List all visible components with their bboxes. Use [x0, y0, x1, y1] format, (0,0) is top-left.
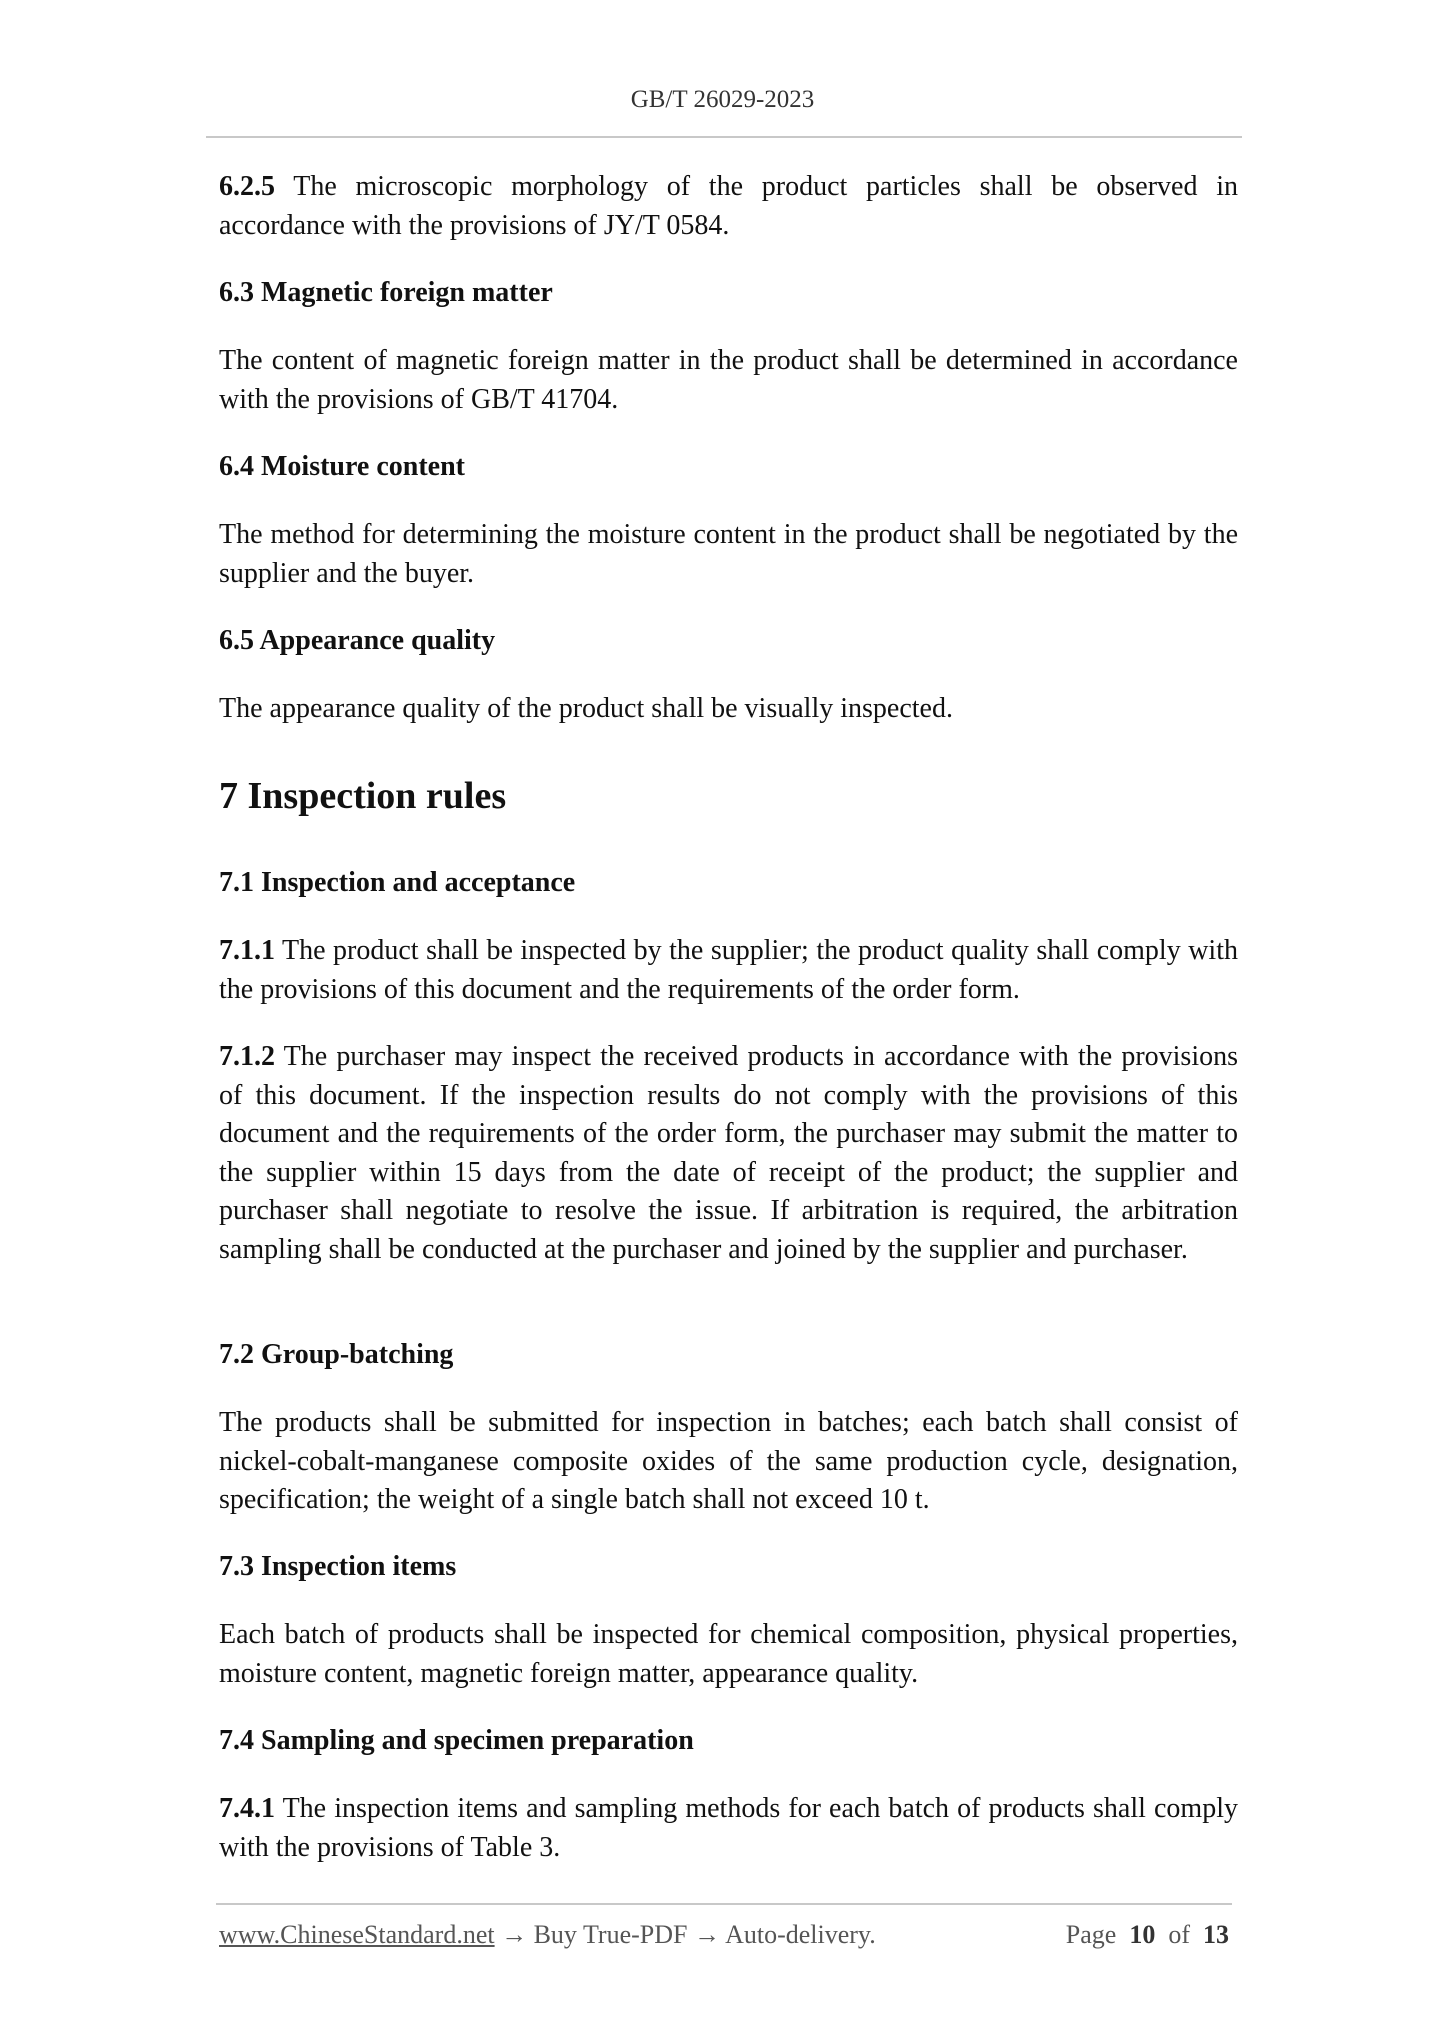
paragraph-6-4: The method for determining the moisture content in the product shall be negotiated by the supplier and the buyer. — [219, 519, 1238, 589]
paragraph-7-3: Each batch of products shall be inspected for chemical composition, physical properties, moisture content, magnetic foreign matter, appearance quality. — [219, 1619, 1238, 1689]
paragraph-6-3: The content of magnetic foreign matter in the product shall be determined in accordance with the provisions of GB/T 41704. — [219, 345, 1238, 415]
heading-7-1: 7.1 Inspection and acceptance — [219, 867, 576, 898]
clause-6-2-5 — [219, 168, 1238, 245]
clause-7-1-2 — [219, 1038, 1238, 1269]
heading-6-4: 6.4 Moisture content — [219, 451, 465, 482]
heading-6-5: 6.5 Appearance quality — [219, 625, 496, 656]
paragraph-7-2: The products shall be submitted for inspection in batches; each batch shall consist of nickel-cobalt-manganese composite oxides of the same production cycle, designation, specification; the weight of a single batch shall not exceed 10 t. — [219, 1407, 1238, 1515]
footer-rule — [216, 1903, 1232, 1905]
clause-number: 7.1.2 — [219, 1041, 275, 1072]
page-current: 10 — [1129, 1920, 1156, 1949]
section-title-7: 7 Inspection rules — [219, 775, 507, 817]
clause-7-1-1 — [219, 932, 1238, 1009]
clause-text: The inspection items and sampling methods for each batch of products shall comply with the provisions of Table 3. — [219, 1793, 1238, 1863]
paragraph-6-5: The appearance quality of the product shall be visually inspected. — [219, 693, 953, 724]
page-indicator — [1066, 1920, 1229, 1950]
of-label: of — [1168, 1920, 1190, 1949]
document-id-header: GB/T 26029-2023 — [630, 86, 815, 113]
heading-7-3: 7.3 Inspection items — [219, 1551, 457, 1582]
clause-number: 7.4.1 — [219, 1793, 275, 1824]
buy-true-pdf-text: Buy True-PDF — [533, 1920, 688, 1949]
arrow-right-icon: → — [501, 1920, 528, 1949]
clause-text: The purchaser may inspect the received products in accordance with the provisions of this document. If the inspection results do not comply with the provisions of this document and the requirements of the order form, the purchaser may submit the matter to the supplier within 15 days from the date of receipt of the product; the supplier and purchaser shall negotiate to resolve the issue. If arbitration is required, the arbitration sampling shall be conducted at the purchaser and joined by the supplier and purchaser. — [219, 1041, 1238, 1265]
clause-number: 6.2.5 — [219, 171, 275, 202]
heading-7-2: 7.2 Group-batching — [219, 1339, 454, 1370]
clause-number: 7.1.1 — [219, 935, 275, 966]
clause-7-4-1 — [219, 1790, 1238, 1867]
page-total: 13 — [1203, 1920, 1229, 1949]
page-label: Page — [1065, 1920, 1117, 1949]
website-link[interactable]: www.ChineseStandard.net — [219, 1920, 495, 1949]
header-rule — [206, 136, 1242, 138]
auto-delivery-text: Auto-delivery. — [725, 1920, 876, 1949]
footer — [219, 1920, 1229, 1950]
heading-6-3: 6.3 Magnetic foreign matter — [219, 277, 553, 308]
arrow-right-icon: → — [694, 1920, 720, 1949]
clause-text: The microscopic morphology of the product particles shall be observed in accordance with the provisions of JY/T 0584. — [219, 171, 1239, 241]
heading-7-4: 7.4 Sampling and specimen preparation — [219, 1725, 694, 1756]
clause-text: The product shall be inspected by the supplier; the product quality shall comply with the provisions of this document and the requirements of the order form. — [219, 935, 1238, 1005]
